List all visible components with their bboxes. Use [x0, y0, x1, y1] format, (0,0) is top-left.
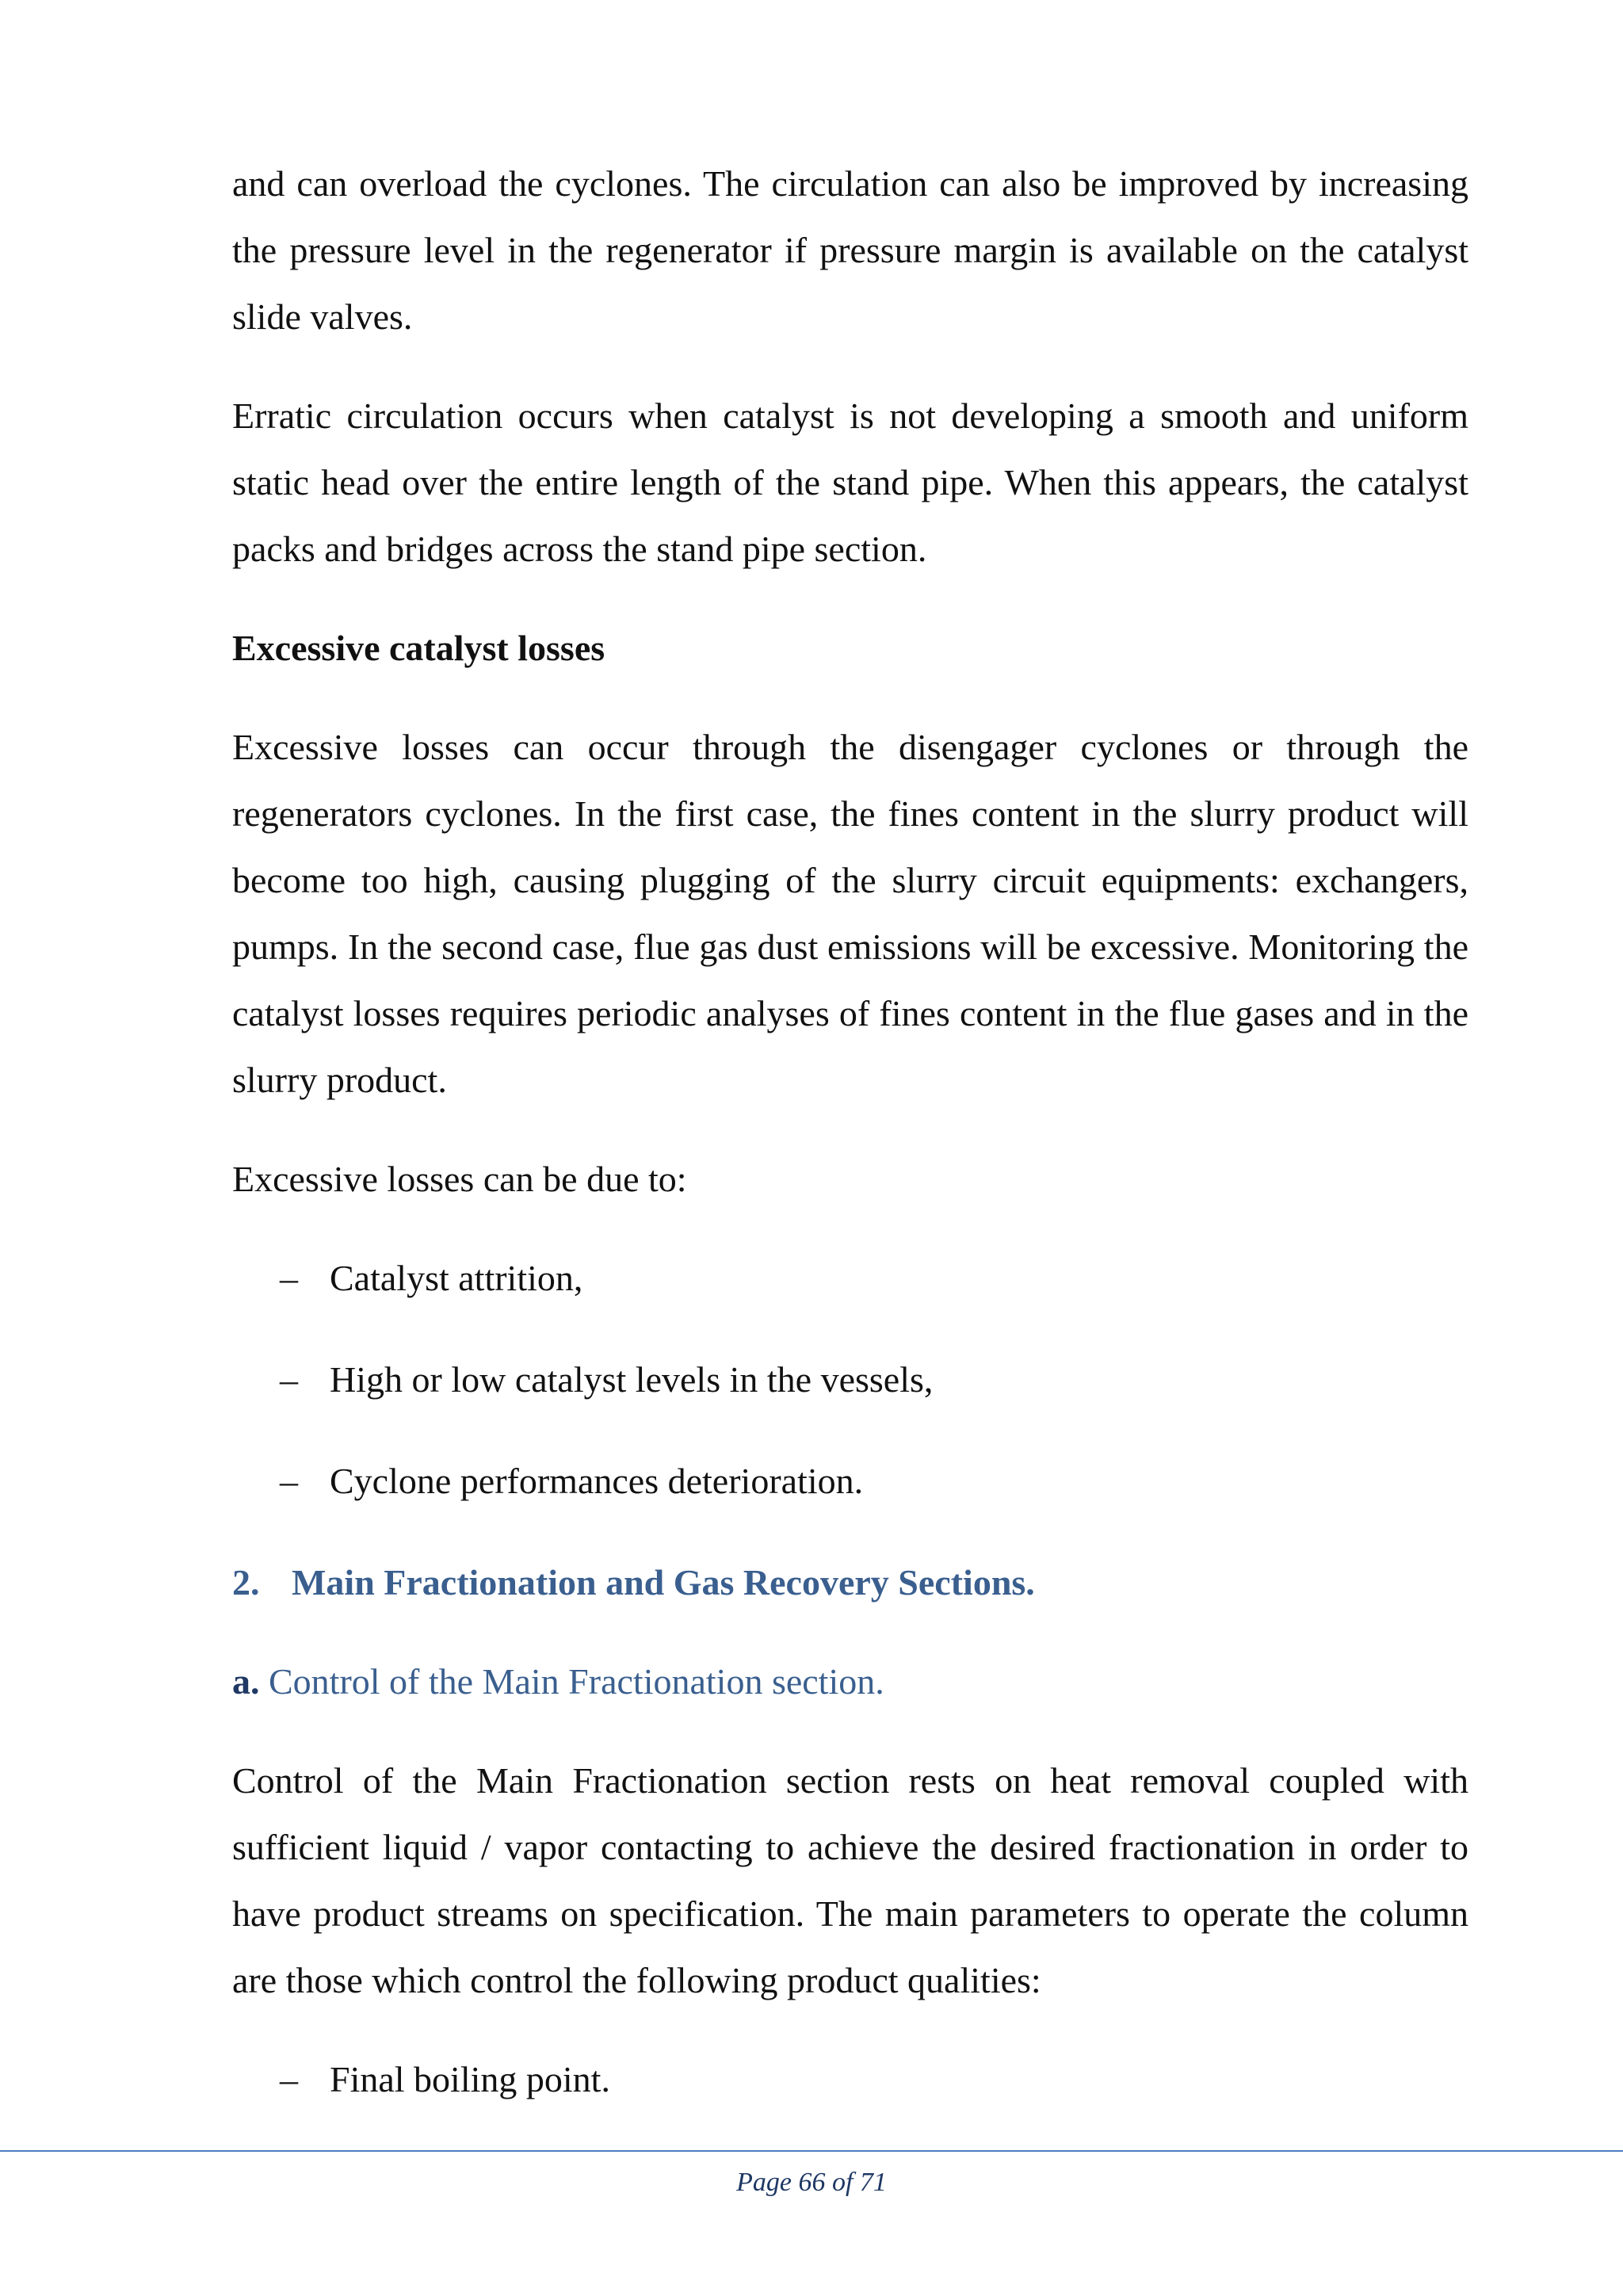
- dash-bullet: –: [280, 2059, 298, 2099]
- paragraph-erratic-circulation: Erratic circulation occurs when catalyst is not developing a smooth and uniform static head over the entire length of the stand pipe. When this appears, the catalyst packs and bridges across the stand pipe section.: [232, 395, 1468, 569]
- list-item: [232, 1245, 1468, 1312]
- page-number-footer: Page 66 of 71: [736, 2168, 887, 2197]
- subsection-letter: a.: [232, 1661, 260, 1702]
- section-title: Main Fractionation and Gas Recovery Sections.: [292, 1562, 1035, 1603]
- product-qualities-list: [232, 2046, 1468, 2113]
- footer-divider: [0, 2150, 1623, 2152]
- heading-excessive-catalyst-losses: Excessive catalyst losses: [232, 628, 605, 668]
- list-item-text: Final boiling point.: [330, 2059, 610, 2099]
- list-item: [232, 2046, 1468, 2113]
- paragraph-excessive-losses: Excessive losses can occur through the disengager cyclones or through the regenerators cyclones. In the first case, the fines content in the slurry product will become too high, causing plugging of the slurry circuit equipments: exchangers, pumps. In the second case, flue gas dust emissions will be excessive. Monitoring the catalyst losses requires periodic analyses of fines content in the flue gases and in the slurry product.: [232, 727, 1468, 1100]
- subsection-title: Control of the Main Fractionation section.: [269, 1661, 884, 1702]
- list-item: [232, 1347, 1468, 1413]
- list-item-text: Cyclone performances deterioration.: [330, 1461, 864, 1501]
- list-item: [232, 1448, 1468, 1515]
- paragraph-losses-due-to: Excessive losses can be due to:: [232, 1159, 687, 1199]
- dash-bullet: –: [280, 1461, 298, 1501]
- paragraph-control-main-fractionation: Control of the Main Fractionation section rests on heat removal coupled with sufficient liquid / vapor contacting to achieve the desired fractionation in order to have product streams on specification. The main parameters to operate the column are those which control the following product qualities:: [232, 1760, 1468, 2000]
- dash-bullet: –: [280, 1258, 298, 1298]
- dash-bullet: –: [280, 1359, 298, 1400]
- page-content: [232, 151, 1468, 2145]
- paragraph-circulation: and can overload the cyclones. The circulation can also be improved by increasing the pressure level in the regenerator if pressure margin is available on the catalyst slide valves.: [232, 163, 1468, 337]
- list-item-text: High or low catalyst levels in the vessels,: [330, 1359, 934, 1400]
- list-item-text: Catalyst attrition,: [330, 1258, 583, 1298]
- section-number: 2.: [232, 1562, 260, 1603]
- causes-list: [232, 1245, 1468, 1515]
- section-heading-main-fractionation: [232, 1549, 1468, 1616]
- subsection-heading-control: [232, 1648, 1468, 1715]
